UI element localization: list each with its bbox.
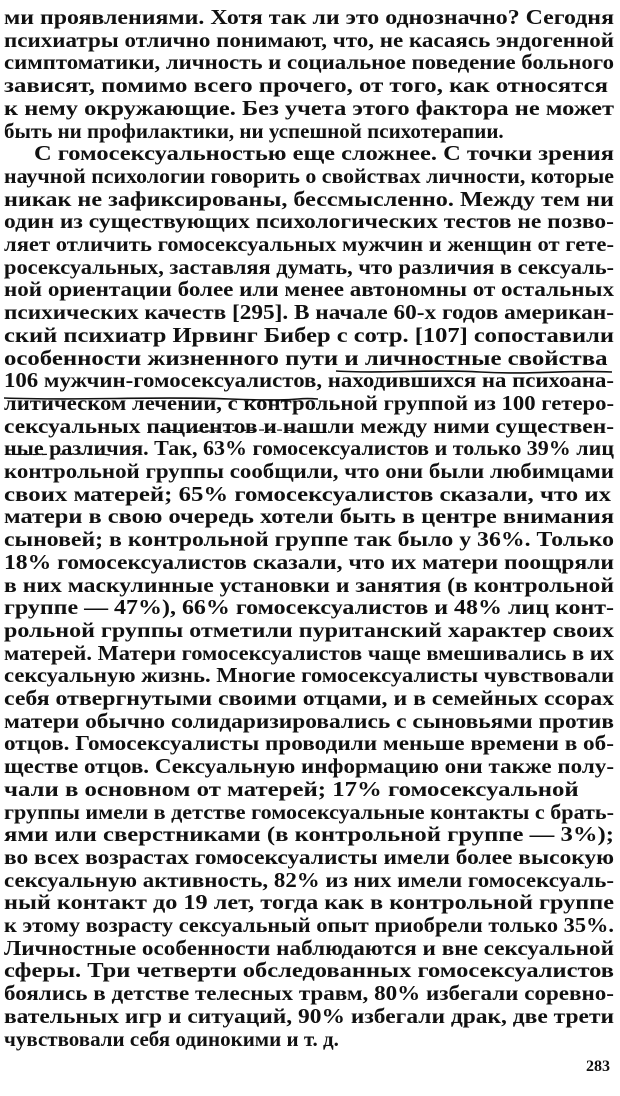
- text-line-content: ский психиатр Ирвинг Бибер с сотр. [107] сопоставили: [4, 322, 614, 347]
- text-line-content: сексуальную активность, 82% из них имели гомосексуаль-: [4, 867, 614, 892]
- text-line-content: ной ориентации более или менее автономны от остальных: [4, 277, 614, 302]
- text-line-content: ществе отцов. Сексуальную информацию они также полу-: [4, 754, 614, 779]
- text-line-content: матери обычно солидаризировались с сыновьями против: [4, 708, 614, 733]
- text-line-content: чувствовали себя одинокими и т. д.: [4, 1026, 339, 1051]
- text-line-content: психических качеств [295]. В начале 60-х годов американ-: [4, 300, 614, 325]
- text-line-content: во всех возрастах гомосексуалисты имели более высокую: [4, 844, 614, 869]
- text-line-content: особенности жизненного пути и личностные свойства: [4, 345, 608, 370]
- text-line-content: своих матерей; 65% гомосексуалистов сказали, что их: [4, 481, 612, 506]
- text-line-content: сферы. Три четверти обследованных гомосексуалистов: [4, 958, 614, 983]
- text-line-content: литическом лечении, с контрольной группой из 100 гетеро-: [4, 390, 614, 415]
- text-line-content: в них маскулинные установки и занятия (в контрольной: [4, 572, 614, 597]
- text-line-content: 18% гомосексуалистов сказали, что их матери поощряли: [4, 549, 614, 574]
- text-line-content: зависят, помимо всего прочего, от того, как относятся: [4, 73, 609, 98]
- page-number: 283: [586, 1058, 610, 1075]
- text-line-content: сыновей; в контрольной группе так было у 36%. Только: [4, 527, 614, 552]
- text-line-content: С гомосексуальностью еще сложнее. С точки зрения: [34, 141, 614, 166]
- text-line-content: боялись в детстве телесных травм, 80% избегали соревно-: [4, 981, 614, 1006]
- text-line-content: ляет отличить гомосексуальных мужчин и женщин от гете-: [4, 232, 614, 256]
- text-line-content: ями или сверстниками (в контрольной группе — 3%);: [4, 822, 614, 847]
- text-line-content: никак не зафиксированы, бессмысленно. Между тем ни: [4, 186, 614, 211]
- text-line-content: росексуальных, заставляя думать, что различия в сексуаль-: [4, 254, 614, 279]
- text-line-content: ные различия. Так, 63% гомосексуалистов и только 39% лиц: [4, 436, 614, 461]
- text-line-content: отцов. Гомосексуалисты проводили меньше времени в об-: [4, 731, 614, 756]
- text-line-content: 106 мужчин-гомосексуалистов, находившихся на психоана-: [4, 368, 614, 393]
- text-line-content: психиатры отлично понимают, что, не касаясь эндогенной: [4, 27, 614, 52]
- text-line-content: чали в основном от матерей; 17% гомосексуальной: [4, 776, 579, 801]
- text-line-content: сексуальную жизнь. Многие гомосексуалисты чувствовали: [4, 663, 614, 688]
- text-line-content: вательных игр и ситуаций, 90% избегали драк, две трети: [4, 1003, 614, 1028]
- text-line-content: группы имели в детстве гомосексуальные контакты с брать-: [4, 799, 614, 824]
- text-line-content: быть ни профилактики, ни успешной психотерапии.: [4, 118, 504, 143]
- text-line-content: рольной группы отметили пуританский характер своих: [4, 617, 614, 642]
- text-line-content: матери в свою очередь хотели быть в центре внимания: [4, 504, 614, 529]
- text-line: [4, 1025, 614, 1053]
- text-line-content: один из существующих психологических тестов не позво-: [4, 209, 614, 234]
- text-line-content: сексуальных пациентов и нашли между ними существен-: [4, 413, 614, 438]
- text-line-content: Личностные особенности наблюдаются и вне сексуальной: [4, 935, 614, 960]
- text-line-content: к нему окружающие. Без учета этого фактора не может: [4, 95, 614, 120]
- text-line-content: себя отвергнутыми своими отцами, и в семейных ссорах: [4, 686, 614, 710]
- text-line-content: матерей. Матери гомосексуалистов чаще вмешивались в их: [4, 640, 614, 665]
- text-line-content: симптоматики, личность и социальное поведение больного: [4, 50, 614, 75]
- text-line-content: к этому возрасту сексуальный опыт приобрели только 35%.: [4, 913, 614, 937]
- text-line-content: ми проявлениями. Хотя так ли это однозначно? Сегодня: [4, 5, 614, 29]
- text-line-content: научной психологии говорить о свойствах личности, которые: [4, 163, 614, 188]
- text-line-content: контрольной группы сообщили, что они были любимцами: [4, 459, 614, 483]
- text-line-content: группе — 47%), 66% гомосексуалистов и 48% лиц конт-: [4, 595, 614, 620]
- text-line-content: ный контакт до 19 лет, тогда как в контрольной группе: [4, 890, 614, 915]
